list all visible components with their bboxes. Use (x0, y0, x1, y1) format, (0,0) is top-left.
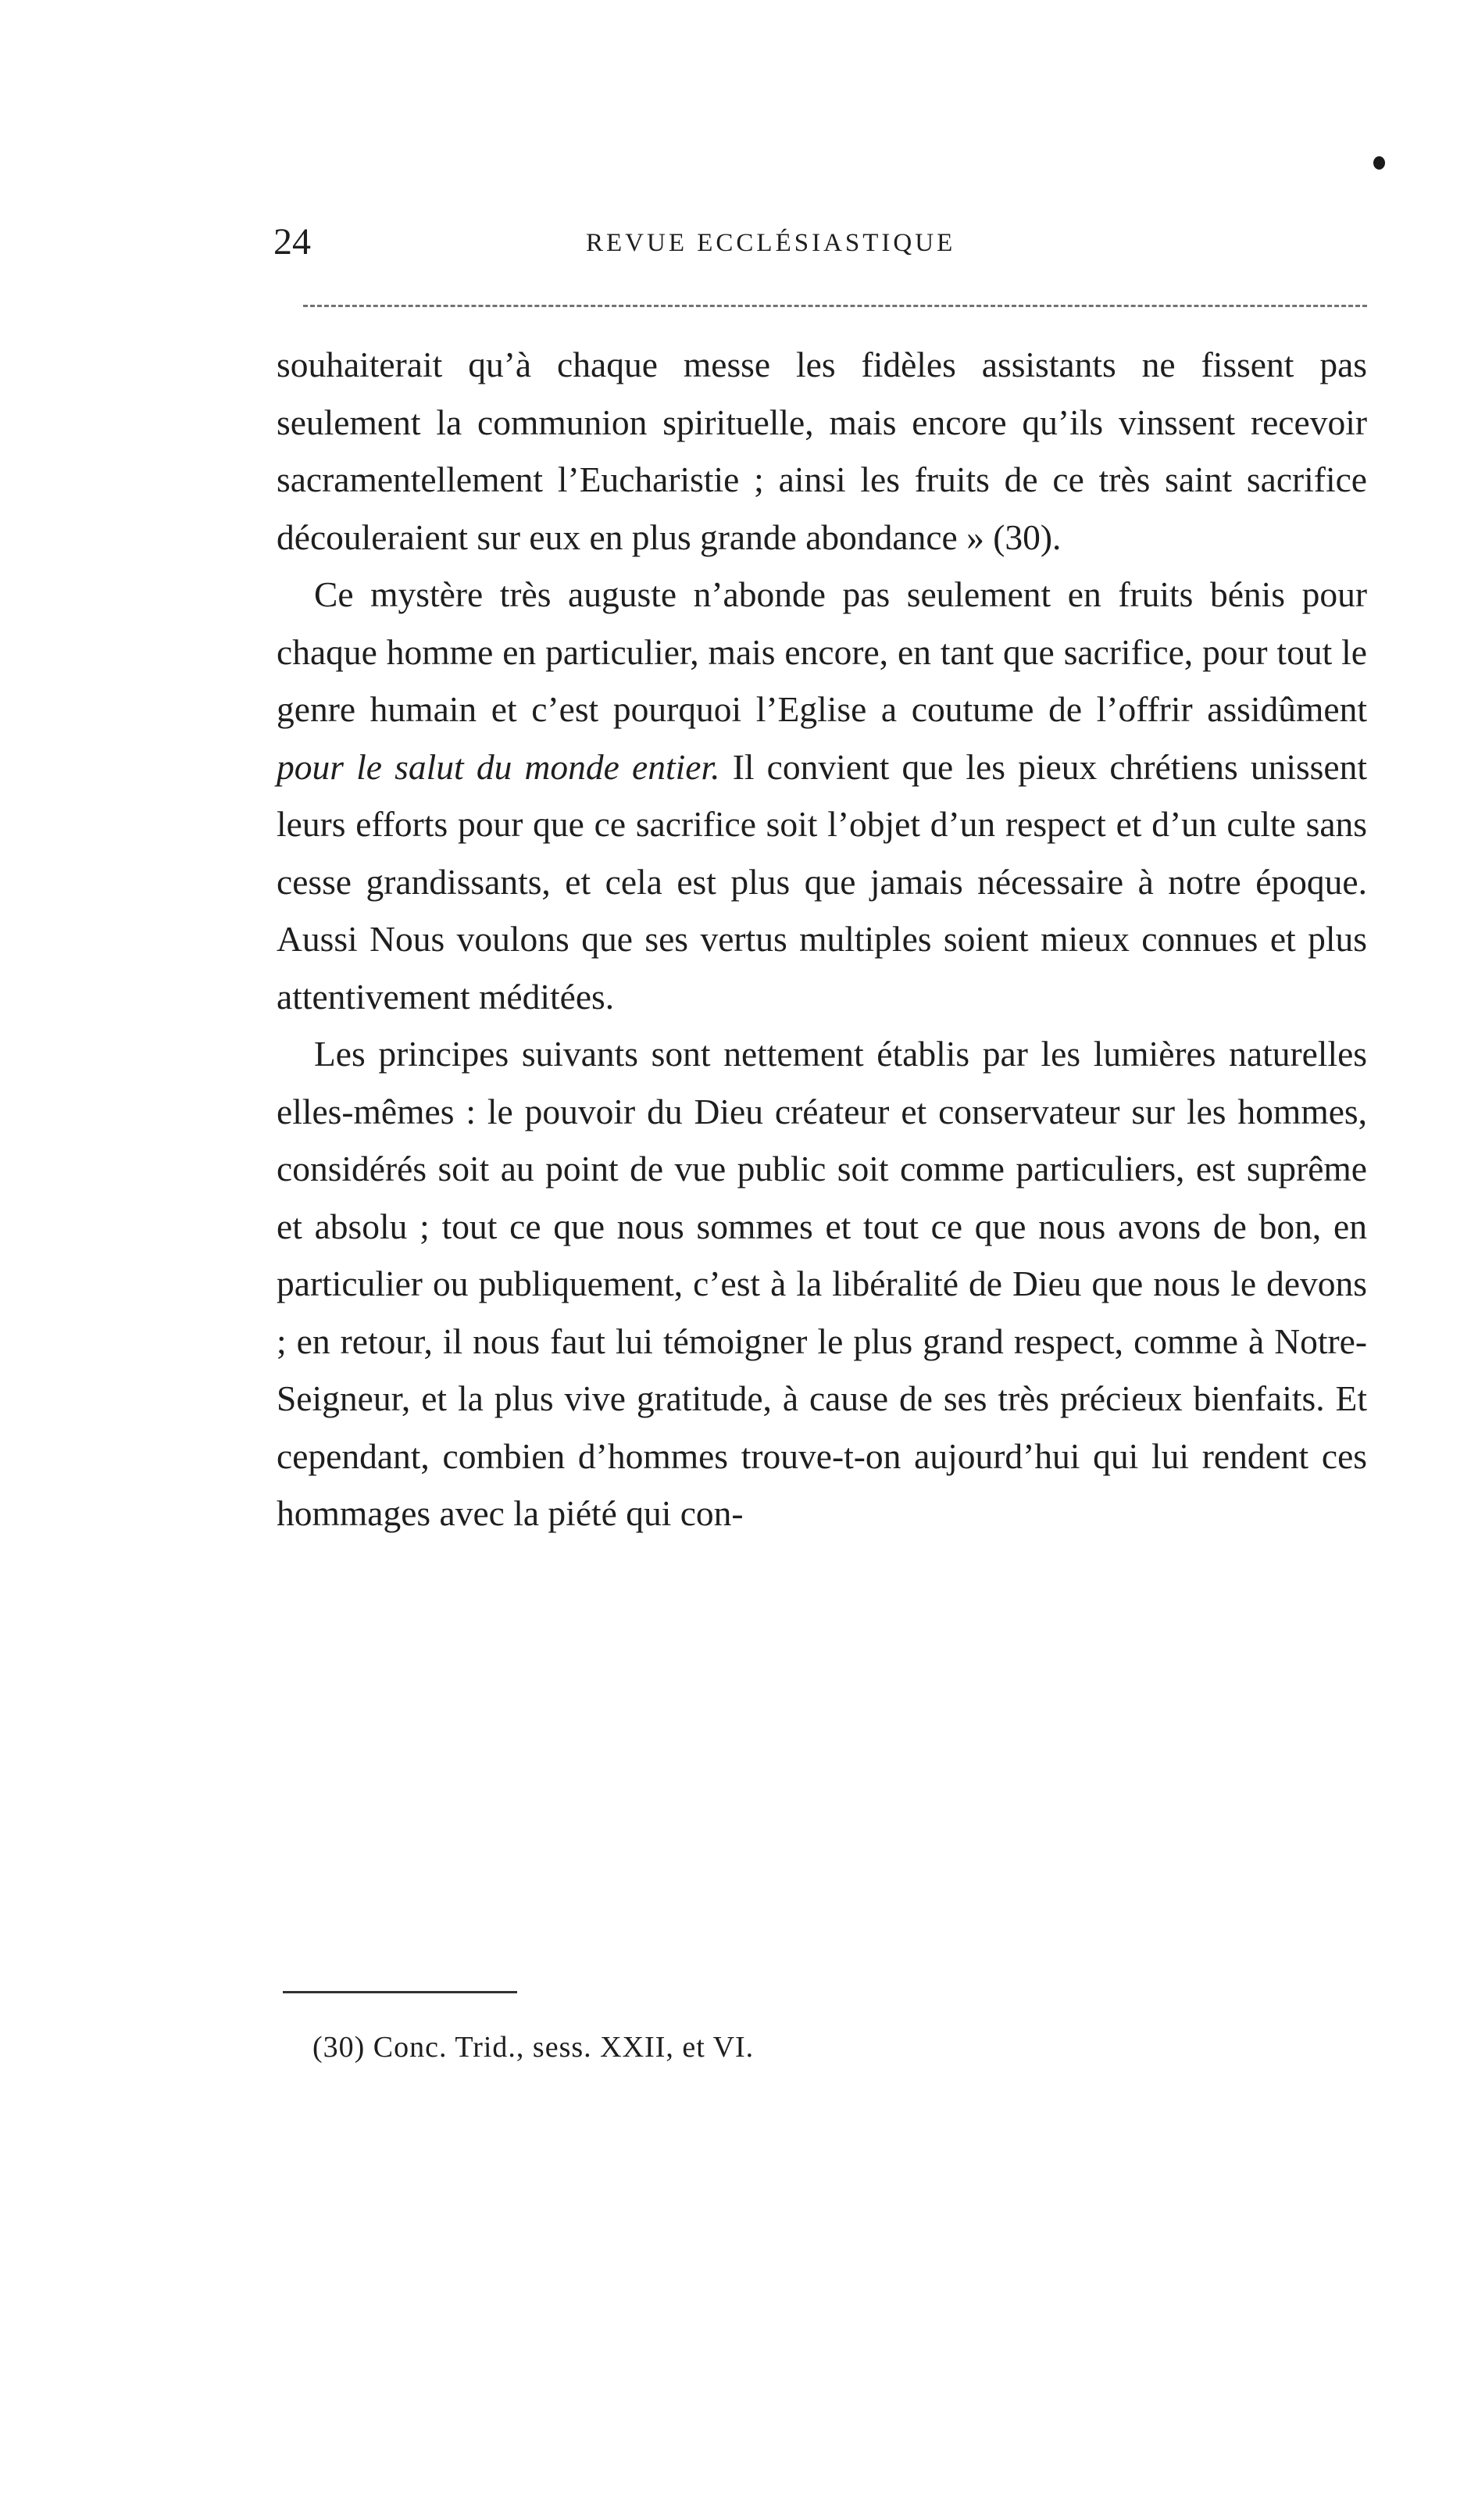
body-text (277, 336, 1367, 1542)
page-number: 24 (273, 221, 311, 263)
footnote: (30) Conc. Trid., sess. XXII, et VI. (312, 2031, 755, 2064)
corner-dot-mark (1373, 156, 1385, 170)
paragraph-2-start: Ce mystère très auguste n’abonde pas seulement en fruits bénis pour chaque homme en particulier, mais encore, en tant que sacrifice, pour tout le genre humain et c’est pourquoi l’Eglise a coutume de l’offrir assidûment (277, 574, 1367, 729)
footnote-rule (283, 1991, 517, 1993)
paragraph-3: Les principes suivants sont nettement établis par les lumières naturelles elles-mêmes : le pouvoir du Dieu créateur et conservateur sur les hommes, considérés soit au point de vue public soit comme particuliers, est suprême et absolu ; tout ce que nous sommes et tout ce que nous avons de bon, en particulier ou publiquement, c’est à la libéralité de Dieu que nous le devons ; en retour, il nous faut lui témoigner le plus grand respect, comme à Notre-Seigneur, et la plus vive gratitude, à cause de ses très précieux bienfaits. Et cependant, combien d’hommes trouve-t-on aujourd’hui qui lui rendent ces hommages avec la piété qui con- (277, 1034, 1367, 1533)
paragraph-2-italic: pour le salut du monde entier. (277, 746, 720, 787)
running-title: REVUE ECCLÉSIASTIQUE (586, 229, 956, 257)
paragraph-2 (277, 566, 1367, 1025)
header-rule (303, 305, 1367, 307)
page-header (273, 219, 1367, 266)
paragraph-2-end: Il convient que les pieux chrétiens unissent leurs efforts pour que ce sacrifice soit l’objet d’un respect et d’un culte sans cesse grandissants, et cela est plus que jamais nécessaire à notre époque. Aussi Nous voulons que ses vertus multiples soient mieux connues et plus attentivement méditées. (277, 746, 1367, 1017)
paragraph-1: souhaiterait qu’à chaque messe les fidèles assistants ne fissent pas seulement la communion spirituelle, mais encore qu’ils vinssent recevoir sacramentellement l’Eucharistie ; ainsi les fruits de ce très saint sacrifice découleraient sur eux en plus grande abondance » (30). (277, 345, 1367, 557)
